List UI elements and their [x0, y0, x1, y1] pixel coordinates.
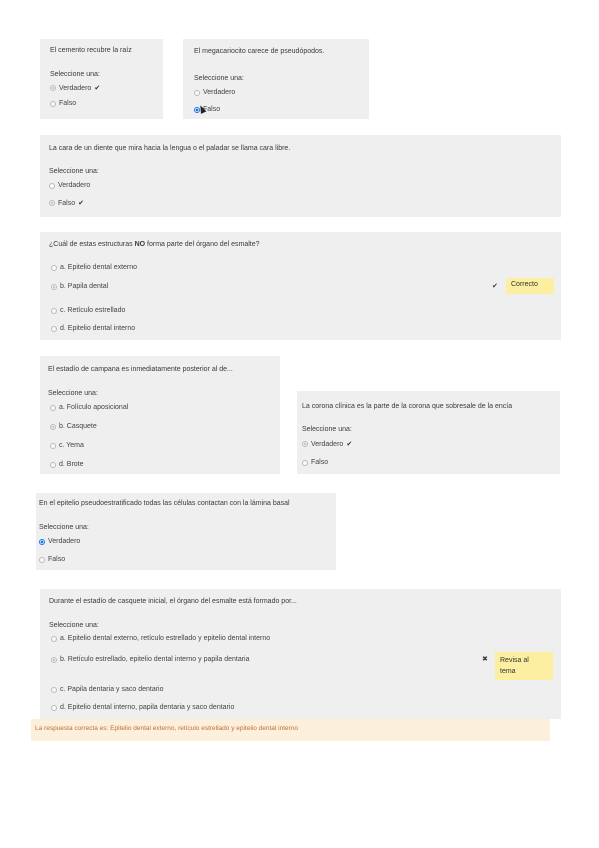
option-label: Verdadero [59, 84, 92, 92]
question-text: El estadío de campana es inmediatamente posterior al de... [48, 366, 233, 373]
question-text: La cara de un diente que mira hacia la lengua o el paladar se llama cara libre. [49, 145, 291, 152]
option-label: a. Epitelio dental externo [60, 264, 138, 271]
radio-icon[interactable] [50, 101, 56, 107]
radio-icon[interactable] [51, 687, 57, 693]
status-badge [495, 652, 553, 680]
radio-icon[interactable] [50, 85, 56, 91]
select-label: Seleccione una: [50, 71, 100, 78]
option-label: Falso [59, 100, 77, 107]
option-true[interactable] [39, 538, 80, 545]
option-label: Verdadero [311, 440, 344, 448]
option-true[interactable] [50, 84, 100, 92]
radio-icon[interactable] [51, 326, 57, 332]
select-label: Seleccione una: [302, 426, 352, 433]
option-label: Falso [58, 199, 76, 207]
question-text [49, 241, 260, 248]
option-false[interactable] [50, 100, 76, 107]
option-label: d. Epitelio dental interno [60, 325, 136, 332]
option-true[interactable] [49, 182, 90, 189]
option-label: d. Brote [59, 461, 84, 468]
question-text-pre: ¿Cuál de estas estructuras [49, 241, 135, 248]
select-label: Seleccione una: [194, 75, 244, 82]
check-icon: ✔ [346, 441, 353, 448]
option-c[interactable] [51, 686, 164, 693]
option-label: Falso [311, 459, 329, 466]
option-label: c. Yema [59, 442, 84, 449]
radio-icon[interactable] [302, 441, 308, 447]
option-d[interactable] [50, 461, 84, 468]
option-label: c. Retículo estrellado [60, 307, 126, 314]
radio-icon[interactable] [50, 405, 56, 411]
radio-icon[interactable] [49, 183, 55, 189]
option-b[interactable] [51, 283, 108, 290]
option-label: a. Folículo aposicional [59, 404, 129, 411]
option-false[interactable] [39, 556, 65, 563]
status-badge: Correcto [506, 278, 554, 294]
option-d[interactable] [51, 704, 234, 711]
option-a[interactable] [51, 264, 137, 271]
option-label: Verdadero [48, 538, 81, 545]
radio-icon[interactable] [51, 657, 57, 663]
check-icon: ✔ [492, 283, 498, 290]
option-true[interactable] [194, 89, 235, 96]
select-label: Seleccione una: [48, 390, 98, 397]
question-card-6 [297, 391, 560, 474]
radio-icon[interactable] [39, 557, 45, 563]
question-card-7 [36, 493, 336, 570]
option-label: Falso [48, 556, 66, 563]
option-c[interactable] [50, 442, 84, 449]
question-text-bold: NO [134, 241, 146, 248]
question-card-3 [40, 135, 561, 217]
option-label: b. Casquete [59, 423, 97, 430]
radio-icon[interactable] [51, 265, 57, 271]
radio-icon[interactable] [50, 424, 56, 430]
option-label: a. Epitelio dental externo, retículo estrellado y epitelio dental interno [60, 635, 271, 642]
radio-icon[interactable] [50, 443, 56, 449]
radio-icon[interactable] [39, 539, 45, 545]
status-badge-line1: Revisa al [500, 657, 529, 664]
check-icon: ✔ [78, 200, 84, 207]
question-card-2 [183, 39, 369, 119]
cross-icon: ✖ [482, 656, 488, 663]
radio-icon[interactable] [302, 460, 308, 466]
radio-icon[interactable] [51, 636, 57, 642]
question-text-post: forma parte del órgano del esmalte? [145, 241, 260, 248]
radio-icon[interactable] [51, 705, 57, 711]
option-label: Falso [203, 106, 221, 113]
check-icon: ✔ [94, 85, 101, 92]
option-label: b. Retículo estrellado, epitelio dental interno y papila dentaria [60, 656, 250, 663]
question-text: El megacariocito carece de pseudópodos. [194, 48, 325, 55]
option-label: Verdadero [58, 182, 91, 189]
option-label: c. Papila dentaria y saco dentario [60, 686, 164, 693]
radio-icon[interactable] [50, 462, 56, 468]
option-d[interactable] [51, 325, 135, 332]
radio-icon[interactable] [49, 200, 55, 206]
option-a[interactable] [50, 404, 128, 411]
question-card-1 [40, 39, 163, 119]
question-card-4 [40, 232, 561, 340]
question-text: En el epitelio pseudoestratificado todas las células contactan con la lámina basal [39, 500, 290, 507]
question-text: El cemento recubre la raíz [50, 47, 132, 54]
radio-icon[interactable] [51, 308, 57, 314]
question-card-5 [40, 356, 280, 474]
option-b[interactable] [51, 656, 250, 663]
option-label: Verdadero [203, 89, 236, 96]
select-label: Seleccione una: [49, 622, 99, 629]
select-label: Seleccione una: [49, 168, 99, 175]
question-text: La corona clínica es la parte de la corona que sobresale de la encía [302, 403, 513, 410]
option-a[interactable] [51, 635, 270, 642]
question-card-8 [40, 589, 561, 719]
question-text: Durante el estadío de casquete inicial, el órgano del esmalte está formado por... [49, 598, 297, 605]
radio-icon[interactable] [51, 284, 57, 290]
option-c[interactable] [51, 307, 125, 314]
correct-answer-feedback: La respuesta correcta es: Epitelio dental externo, retículo estrellado y epitelio dental interno [31, 719, 550, 741]
option-label: b. Papila dental [60, 283, 109, 290]
option-b[interactable] [50, 423, 97, 430]
radio-icon[interactable] [194, 90, 200, 96]
status-badge-line2: tema [500, 668, 516, 675]
option-label: d. Epitelio dental interno, papila dentaria y saco dentario [60, 704, 235, 711]
select-label: Seleccione una: [39, 524, 89, 531]
option-true[interactable] [302, 440, 352, 448]
option-false[interactable] [49, 199, 84, 207]
option-false[interactable] [302, 459, 328, 466]
